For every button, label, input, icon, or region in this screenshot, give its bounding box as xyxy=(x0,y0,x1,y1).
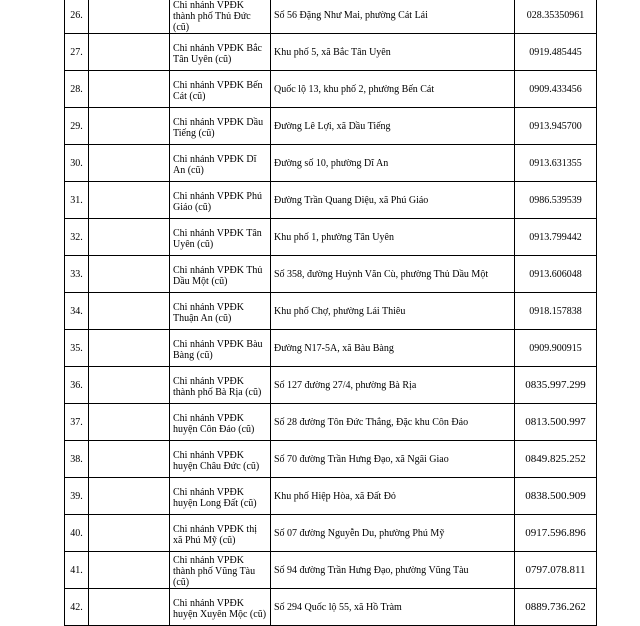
empty-cell xyxy=(89,71,170,108)
address-cell: Số 70 đường Trần Hưng Đạo, xã Ngãi Giao xyxy=(271,441,515,478)
table-row xyxy=(65,589,597,626)
row-number-cell: 36. xyxy=(65,367,89,404)
row-number-cell: 41. xyxy=(65,552,89,589)
row-number-cell: 31. xyxy=(65,182,89,219)
empty-cell xyxy=(89,404,170,441)
branch-name-cell: Chi nhánh VPĐK Thủ Dầu Một (cũ) xyxy=(170,256,271,293)
table-row xyxy=(65,34,597,71)
empty-cell xyxy=(89,589,170,626)
address-cell: Số 294 Quốc lộ 55, xã Hồ Tràm xyxy=(271,589,515,626)
address-cell: Đường N17-5A, xã Bàu Bàng xyxy=(271,330,515,367)
empty-cell xyxy=(89,256,170,293)
address-cell: Đường số 10, phường Dĩ An xyxy=(271,145,515,182)
address-cell: Khu phố 5, xã Bắc Tân Uyên xyxy=(271,34,515,71)
address-cell: Số 94 đường Trần Hưng Đạo, phường Vũng Tàu xyxy=(271,552,515,589)
table-row xyxy=(65,293,597,330)
phone-cell: 0913.945700 xyxy=(515,108,597,145)
table-row xyxy=(65,515,597,552)
row-number-cell: 40. xyxy=(65,515,89,552)
table-row xyxy=(65,367,597,404)
branch-name-cell: Chi nhánh VPĐK huyện Côn Đảo (cũ) xyxy=(170,404,271,441)
table-row xyxy=(65,219,597,256)
row-number-cell: 38. xyxy=(65,441,89,478)
empty-cell xyxy=(89,219,170,256)
empty-cell xyxy=(89,34,170,71)
phone-cell: 028.35350961 xyxy=(515,0,597,34)
phone-cell: 0909.433456 xyxy=(515,71,597,108)
table-row xyxy=(65,145,597,182)
row-number-cell: 37. xyxy=(65,404,89,441)
address-cell: Khu phố 1, phường Tân Uyên xyxy=(271,219,515,256)
empty-cell xyxy=(89,145,170,182)
branch-name-cell: Chi nhánh VPĐK Dĩ An (cũ) xyxy=(170,145,271,182)
branch-name-cell: Chi nhánh VPĐK Dầu Tiếng (cũ) xyxy=(170,108,271,145)
row-number-cell: 29. xyxy=(65,108,89,145)
row-number-cell: 35. xyxy=(65,330,89,367)
phone-cell: 0913.606048 xyxy=(515,256,597,293)
branch-name-cell: Chi nhánh VPĐK Bến Cát (cũ) xyxy=(170,71,271,108)
address-cell: Số 28 đường Tôn Đức Thắng, Đặc khu Côn Đảo xyxy=(271,404,515,441)
address-cell: Quốc lộ 13, khu phố 2, phường Bến Cát xyxy=(271,71,515,108)
phone-cell: 0917.596.896 xyxy=(515,515,597,552)
phone-cell: 0913.631355 xyxy=(515,145,597,182)
address-cell: Đường Trần Quang Diệu, xã Phú Giáo xyxy=(271,182,515,219)
address-cell: Khu phố Chợ, phường Lái Thiêu xyxy=(271,293,515,330)
table-row xyxy=(65,256,597,293)
table-row xyxy=(65,71,597,108)
row-number-cell: 33. xyxy=(65,256,89,293)
address-cell: Đường Lê Lợi, xã Dầu Tiếng xyxy=(271,108,515,145)
phone-cell: 0913.799442 xyxy=(515,219,597,256)
phone-cell: 0813.500.997 xyxy=(515,404,597,441)
table-row xyxy=(65,478,597,515)
empty-cell xyxy=(89,182,170,219)
branch-name-cell: Chi nhánh VPĐK Thuận An (cũ) xyxy=(170,293,271,330)
address-cell: Số 56 Đặng Như Mai, phường Cát Lái xyxy=(271,0,515,34)
empty-cell xyxy=(89,293,170,330)
phone-cell: 0889.736.262 xyxy=(515,589,597,626)
address-cell: Số 358, đường Huỳnh Văn Cù, phường Thủ Dầu Một xyxy=(271,256,515,293)
branch-name-cell: Chi nhánh VPĐK Bàu Bàng (cũ) xyxy=(170,330,271,367)
empty-cell xyxy=(89,330,170,367)
branch-office-table xyxy=(64,0,597,626)
empty-cell xyxy=(89,441,170,478)
row-number-cell: 30. xyxy=(65,145,89,182)
branch-name-cell: Chi nhánh VPĐK thành phố Vũng Tàu (cũ) xyxy=(170,552,271,589)
phone-cell: 0919.485445 xyxy=(515,34,597,71)
table-row xyxy=(65,108,597,145)
branch-name-cell: Chi nhánh VPĐK thị xã Phú Mỹ (cũ) xyxy=(170,515,271,552)
table-row xyxy=(65,182,597,219)
table-row xyxy=(65,441,597,478)
empty-cell xyxy=(89,367,170,404)
address-cell: Số 07 đường Nguyễn Du, phường Phú Mỹ xyxy=(271,515,515,552)
branch-name-cell: Chi nhánh VPĐK huyện Long Đất (cũ) xyxy=(170,478,271,515)
row-number-cell: 27. xyxy=(65,34,89,71)
row-number-cell: 39. xyxy=(65,478,89,515)
phone-cell: 0835.997.299 xyxy=(515,367,597,404)
table-row xyxy=(65,0,597,34)
table-row xyxy=(65,330,597,367)
row-number-cell: 26. xyxy=(65,0,89,34)
empty-cell xyxy=(89,0,170,34)
phone-cell: 0986.539539 xyxy=(515,182,597,219)
empty-cell xyxy=(89,515,170,552)
branch-name-cell: Chi nhánh VPĐK Phú Giáo (cũ) xyxy=(170,182,271,219)
address-cell: Số 127 đường 27/4, phường Bà Rịa xyxy=(271,367,515,404)
empty-cell xyxy=(89,478,170,515)
phone-cell: 0849.825.252 xyxy=(515,441,597,478)
empty-cell xyxy=(89,108,170,145)
phone-cell: 0909.900915 xyxy=(515,330,597,367)
branch-name-cell: Chi nhánh VPĐK thành phố Thủ Đức (cũ) xyxy=(170,0,271,34)
branch-name-cell: Chi nhánh VPĐK thành phố Bà Rịa (cũ) xyxy=(170,367,271,404)
table-row xyxy=(65,404,597,441)
row-number-cell: 28. xyxy=(65,71,89,108)
branch-name-cell: Chi nhánh VPĐK Tân Uyên (cũ) xyxy=(170,219,271,256)
phone-cell: 0918.157838 xyxy=(515,293,597,330)
branch-name-cell: Chi nhánh VPĐK huyện Châu Đức (cũ) xyxy=(170,441,271,478)
table-body xyxy=(65,0,597,626)
row-number-cell: 42. xyxy=(65,589,89,626)
row-number-cell: 34. xyxy=(65,293,89,330)
table-row xyxy=(65,552,597,589)
empty-cell xyxy=(89,552,170,589)
branch-name-cell: Chi nhánh VPĐK huyện Xuyên Mộc (cũ) xyxy=(170,589,271,626)
phone-cell: 0838.500.909 xyxy=(515,478,597,515)
address-cell: Khu phố Hiệp Hòa, xã Đất Đỏ xyxy=(271,478,515,515)
row-number-cell: 32. xyxy=(65,219,89,256)
branch-name-cell: Chi nhánh VPĐK Bắc Tân Uyên (cũ) xyxy=(170,34,271,71)
phone-cell: 0797.078.811 xyxy=(515,552,597,589)
